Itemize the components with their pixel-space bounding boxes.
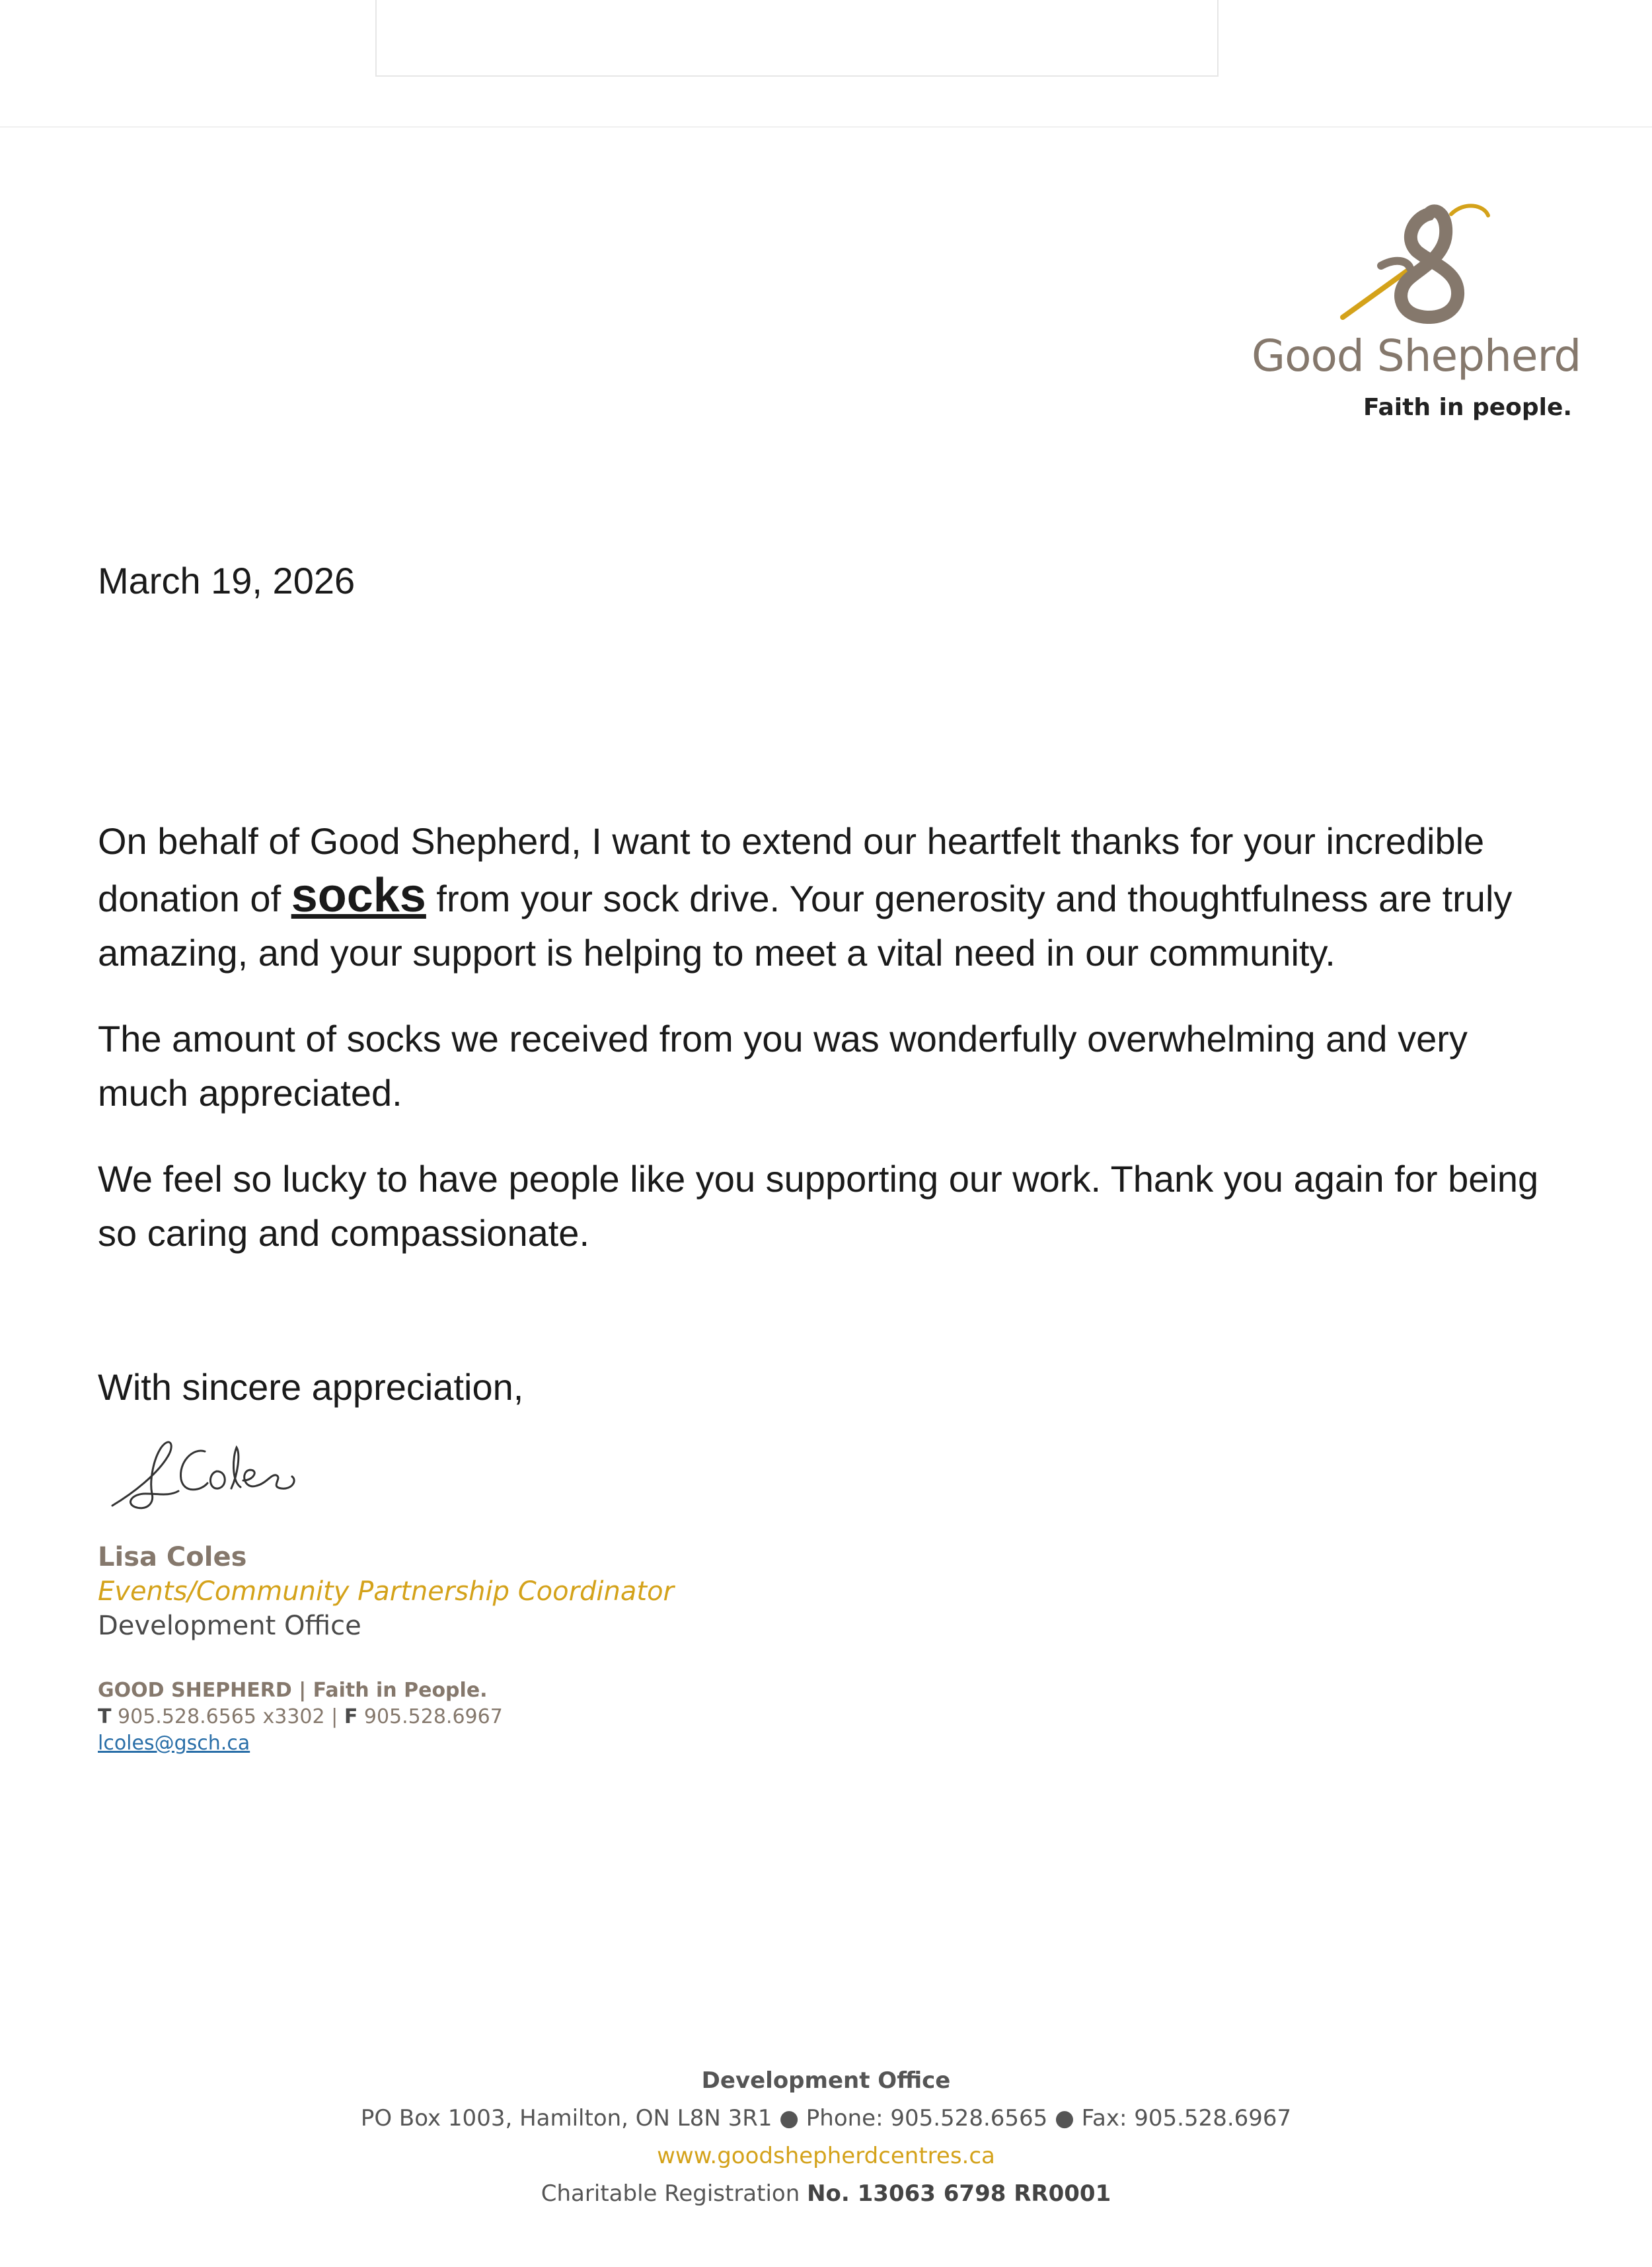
good-shepherd-logo bbox=[1236, 192, 1593, 430]
paragraph-thanks bbox=[98, 814, 1565, 980]
footer-title: Development Office bbox=[701, 2067, 951, 2094]
header-divider bbox=[0, 126, 1652, 128]
phone-number: 905.528.6565 x3302 bbox=[118, 1705, 325, 1728]
contact-block bbox=[98, 1677, 503, 1757]
signer-department: Development Office bbox=[98, 1611, 361, 1641]
footer-registration bbox=[0, 2175, 1652, 2213]
footer-website-link[interactable]: www.goodshepherdcentres.ca bbox=[657, 2143, 995, 2169]
phone-label: T bbox=[98, 1705, 112, 1728]
email-link[interactable]: lcoles@gsch.ca bbox=[98, 1732, 250, 1755]
header-box bbox=[375, 0, 1219, 77]
signer-name: Lisa Coles bbox=[98, 1542, 247, 1572]
signature-block bbox=[98, 1540, 674, 1643]
letter-closing: With sincere appreciation, bbox=[98, 1366, 524, 1408]
paragraph-gratitude: We feel so lucky to have people like you supporting our work. Thank you again for being so caring and compassionate. bbox=[98, 1158, 1539, 1254]
signer-title: Events/Community Partnership Coordinator bbox=[98, 1576, 674, 1607]
paragraph-amount: The amount of socks we received from you was wonderfully overwhelming and very much appreciated. bbox=[98, 1018, 1468, 1114]
paragraph-thanks-start: On behalf of Good Shepherd, I want to extend our heartfelt thanks for your incredible donation of bbox=[98, 820, 1485, 919]
registration-label: Charitable Registration bbox=[541, 2180, 800, 2207]
letter-footer bbox=[0, 2062, 1652, 2213]
shepherd-crook-icon bbox=[1335, 192, 1493, 324]
letter-body bbox=[98, 814, 1565, 1292]
footer-address: PO Box 1003, Hamilton, ON L8N 3R1 ● Phone: 905.528.6565 ● Fax: 905.528.6967 bbox=[360, 2105, 1292, 2132]
emphasized-word: socks bbox=[291, 869, 426, 922]
contact-phone-line bbox=[98, 1704, 503, 1730]
fax-label: F bbox=[344, 1705, 358, 1728]
letter-date: March 19, 2026 bbox=[98, 560, 356, 601]
logo-name: Good Shepherd bbox=[1252, 330, 1581, 381]
contact-org: GOOD SHEPHERD | Faith in People. bbox=[98, 1679, 488, 1702]
fax-number: 905.528.6967 bbox=[363, 1705, 503, 1728]
handwritten-signature bbox=[106, 1428, 304, 1520]
contact-separator: | bbox=[331, 1705, 338, 1728]
registration-number: No. 13063 6798 RR0001 bbox=[807, 2180, 1111, 2207]
logo-tagline: Faith in people. bbox=[1363, 394, 1573, 421]
signature-text: LColes bbox=[205, 1475, 226, 1482]
paragraph-thanks-end: from your sock drive. Your generosity and thoughtfulness are truly amazing, and your support is helping to meet a vital need in our community. bbox=[98, 878, 1513, 974]
